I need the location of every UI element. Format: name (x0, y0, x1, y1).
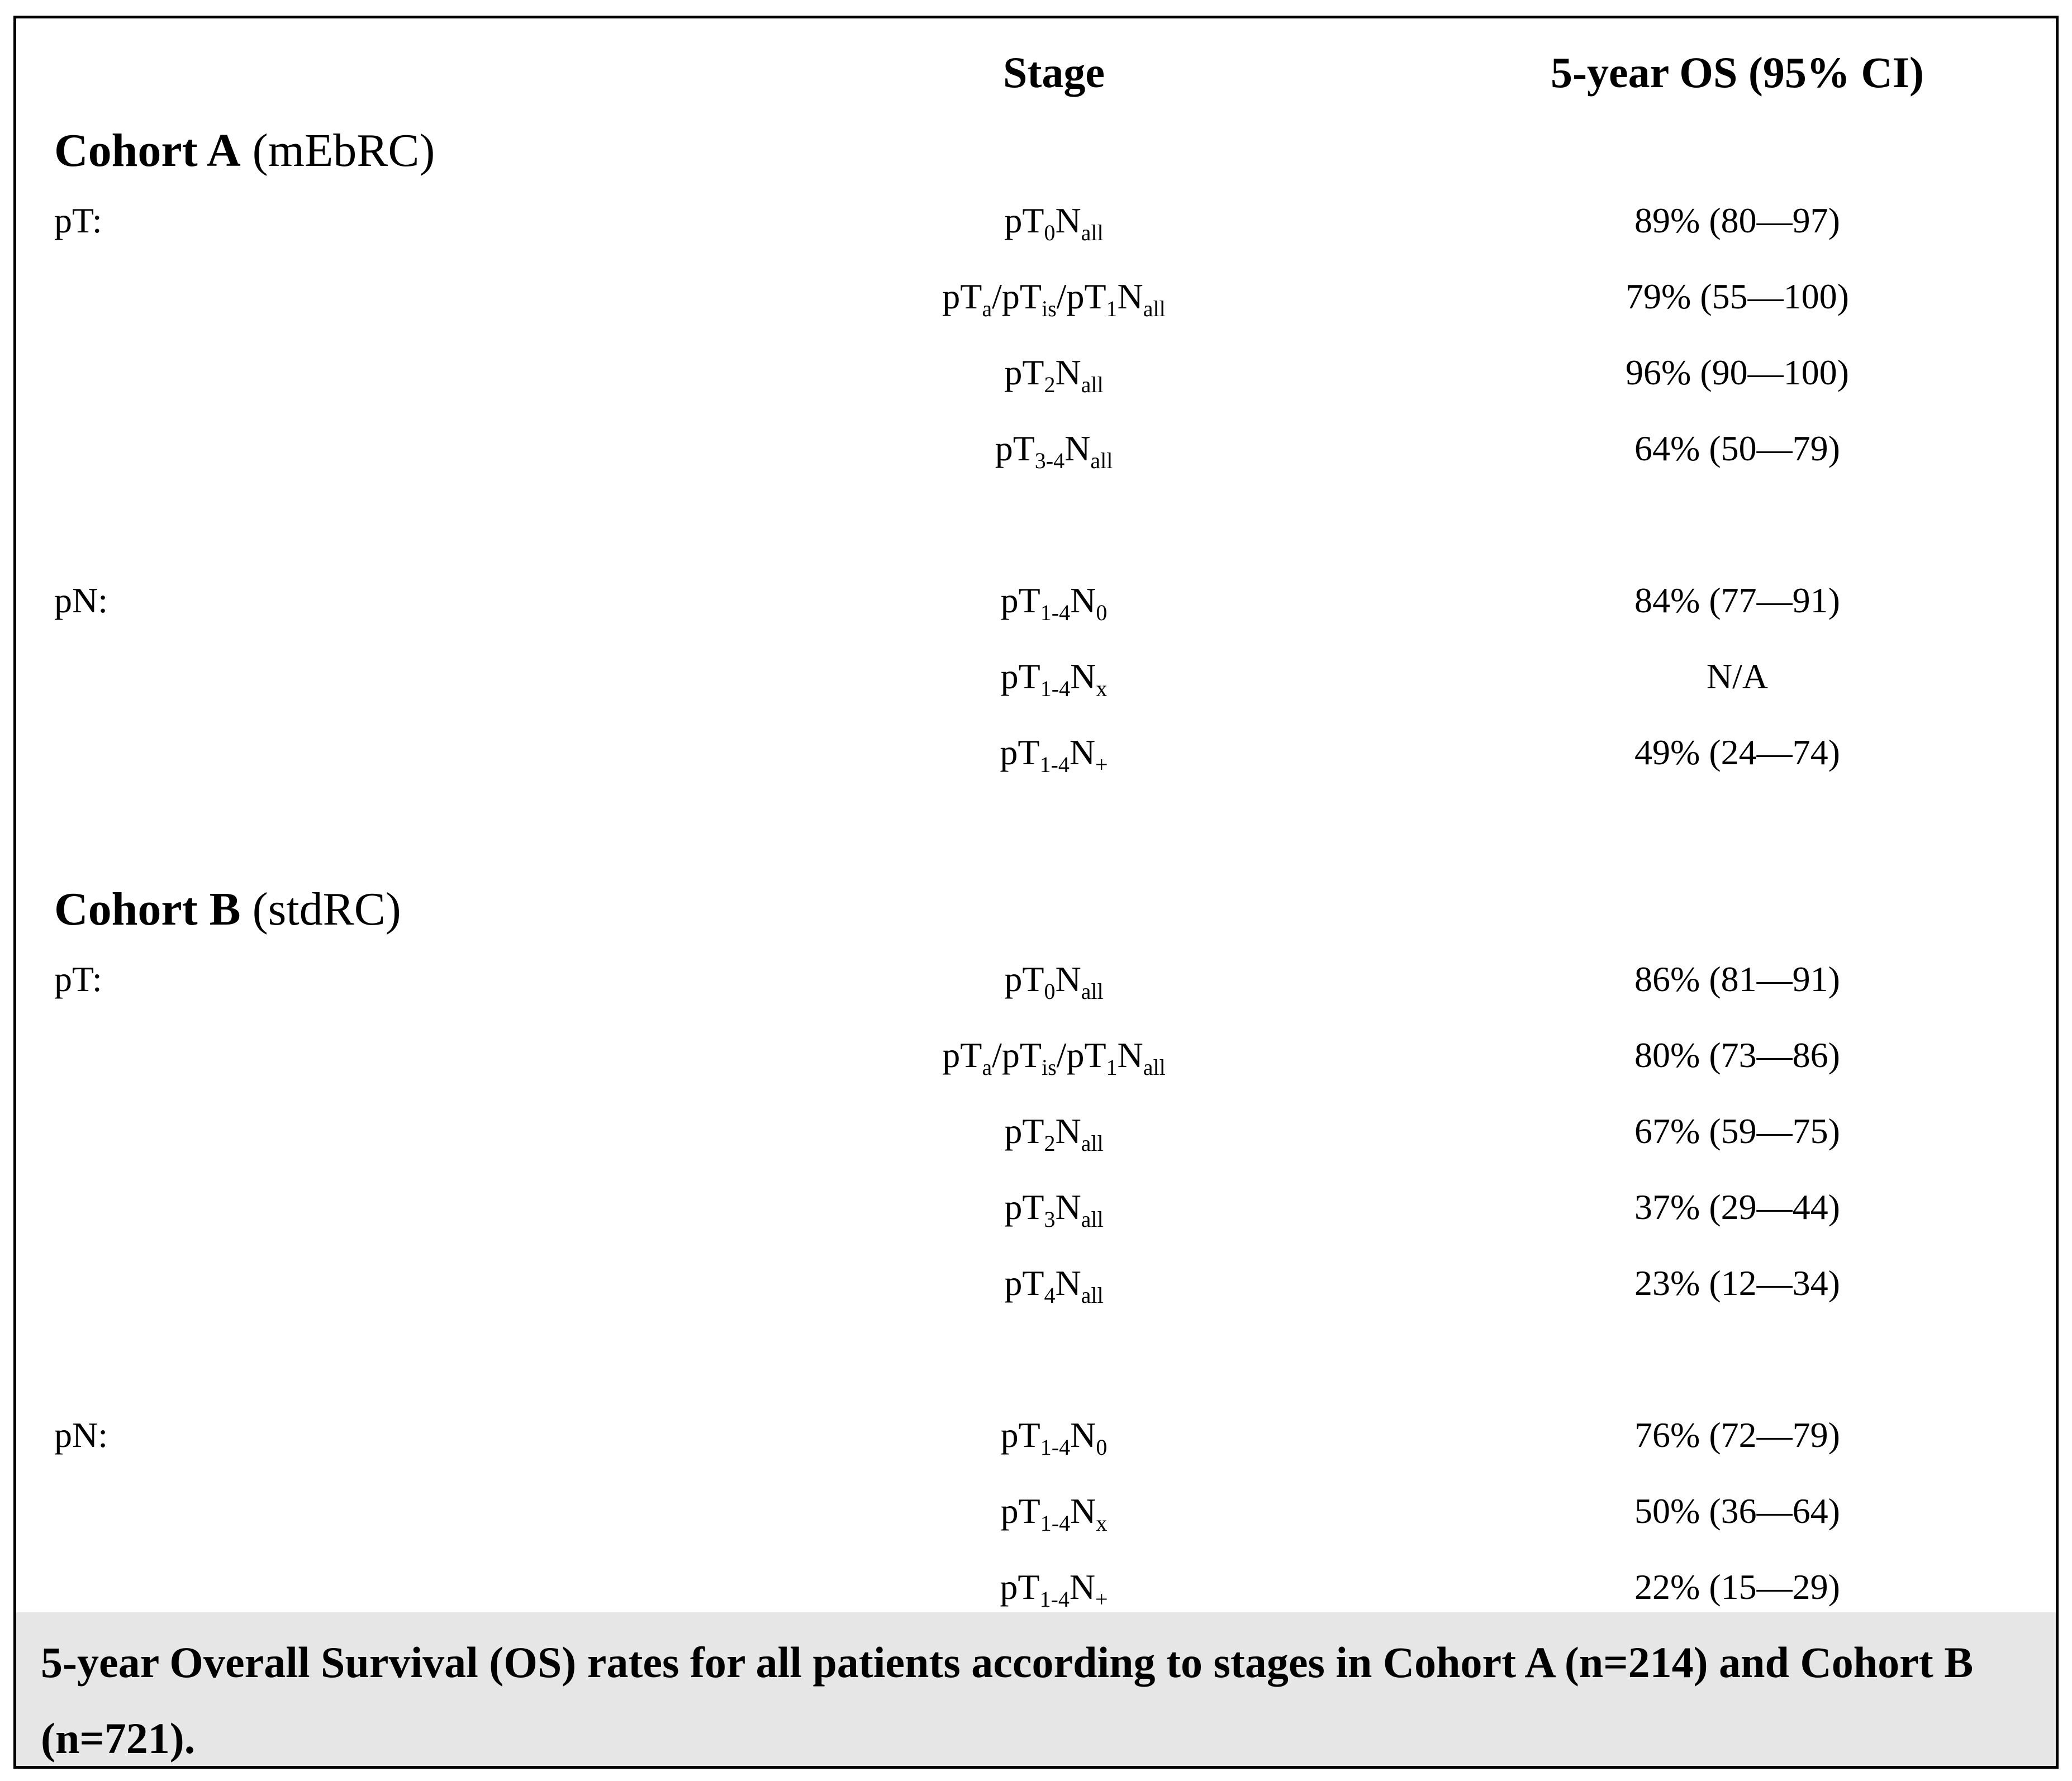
os-cell: 80% (73—86) (1634, 1035, 1840, 1075)
table-row (16, 732, 2056, 799)
stage-cell: $pT_{3-4}N_{all}$ (995, 428, 1113, 473)
stage-cell: $pT_{1-4}N_0$ (1000, 580, 1108, 625)
stage-cell: $pT_3N_{all}$ (1004, 1187, 1104, 1232)
cohort-b-name: Cohort B (54, 883, 241, 935)
os-cell: 22% (15—29) (1634, 1567, 1840, 1607)
os-cell: 67% (59—75) (1634, 1111, 1840, 1151)
os-cell: 23% (12—34) (1634, 1263, 1840, 1303)
stage-cell: $pT_0N_{all}$ (1004, 959, 1104, 1004)
os-cell: N/A (1706, 656, 1769, 696)
cohort-a-detail: (mEbRC) (252, 125, 435, 177)
cohort-a-heading (54, 123, 435, 178)
os-cell: 84% (77—91) (1634, 580, 1840, 620)
table-row (16, 200, 2056, 267)
os-cell: 96% (90—100) (1626, 353, 1849, 392)
table-caption: 5-year Overall Survival (OS) rates for all patients according to stages in Cohort A (n=214) and Cohort B (n=721). (16, 1612, 2056, 1766)
os-cell: 79% (55—100) (1626, 277, 1849, 316)
cohort-a-name: Cohort A (54, 125, 241, 177)
os-column-header: 5-year OS (95% CI) (1551, 48, 1924, 97)
table-row (16, 656, 2056, 723)
stage-cell: $pT_a/pT_{is}/pT_1N_{all}$ (942, 1035, 1166, 1080)
table-row (16, 580, 2056, 647)
cohort-b-detail: (stdRC) (252, 883, 401, 935)
os-cell: 49% (24—74) (1634, 732, 1840, 772)
table-row (16, 1490, 2056, 1558)
os-cell: 89% (80—97) (1634, 201, 1840, 240)
pn-group-label: pN: (54, 580, 108, 620)
table-row (16, 1263, 2056, 1330)
table-row (16, 428, 2056, 495)
pt-group-label: pT: (54, 959, 102, 999)
pt-group-label: pT: (54, 201, 102, 240)
os-cell: 64% (50—79) (1634, 428, 1840, 468)
table-row (16, 276, 2056, 343)
stage-column-header: Stage (1003, 48, 1105, 97)
os-cell: 76% (72—79) (1634, 1415, 1840, 1455)
os-cell: 37% (29—44) (1634, 1187, 1840, 1227)
stage-cell: $pT_a/pT_{is}/pT_1N_{all}$ (942, 277, 1166, 321)
stage-cell: $pT_{1-4}N_0$ (1000, 1415, 1108, 1460)
table-frame (13, 16, 2059, 1769)
table-row (16, 1035, 2056, 1102)
cohort-b-heading (54, 882, 401, 936)
os-cell: 86% (81—91) (1634, 959, 1840, 999)
stage-cell: $pT_0N_{all}$ (1004, 201, 1104, 245)
stage-cell: $pT_{1-4}N_x$ (1000, 1491, 1108, 1536)
table-row (16, 1111, 2056, 1178)
table-row (16, 1187, 2056, 1254)
stage-cell: $pT_4N_{all}$ (1004, 1263, 1104, 1308)
table-row (16, 959, 2056, 1026)
stage-cell: $pT_{1-4}N_+$ (1000, 1567, 1108, 1612)
stage-cell: $pT_{1-4}N_x$ (1000, 656, 1108, 701)
pn-group-label: pN: (54, 1415, 108, 1455)
stage-cell: $pT_{1-4}N_+$ (1000, 732, 1108, 777)
os-cell: 50% (36—64) (1634, 1491, 1840, 1531)
stage-cell: $pT_2N_{all}$ (1004, 1111, 1104, 1156)
table-row (16, 352, 2056, 419)
stage-cell: $pT_2N_{all}$ (1004, 353, 1104, 397)
table-row (16, 1415, 2056, 1482)
